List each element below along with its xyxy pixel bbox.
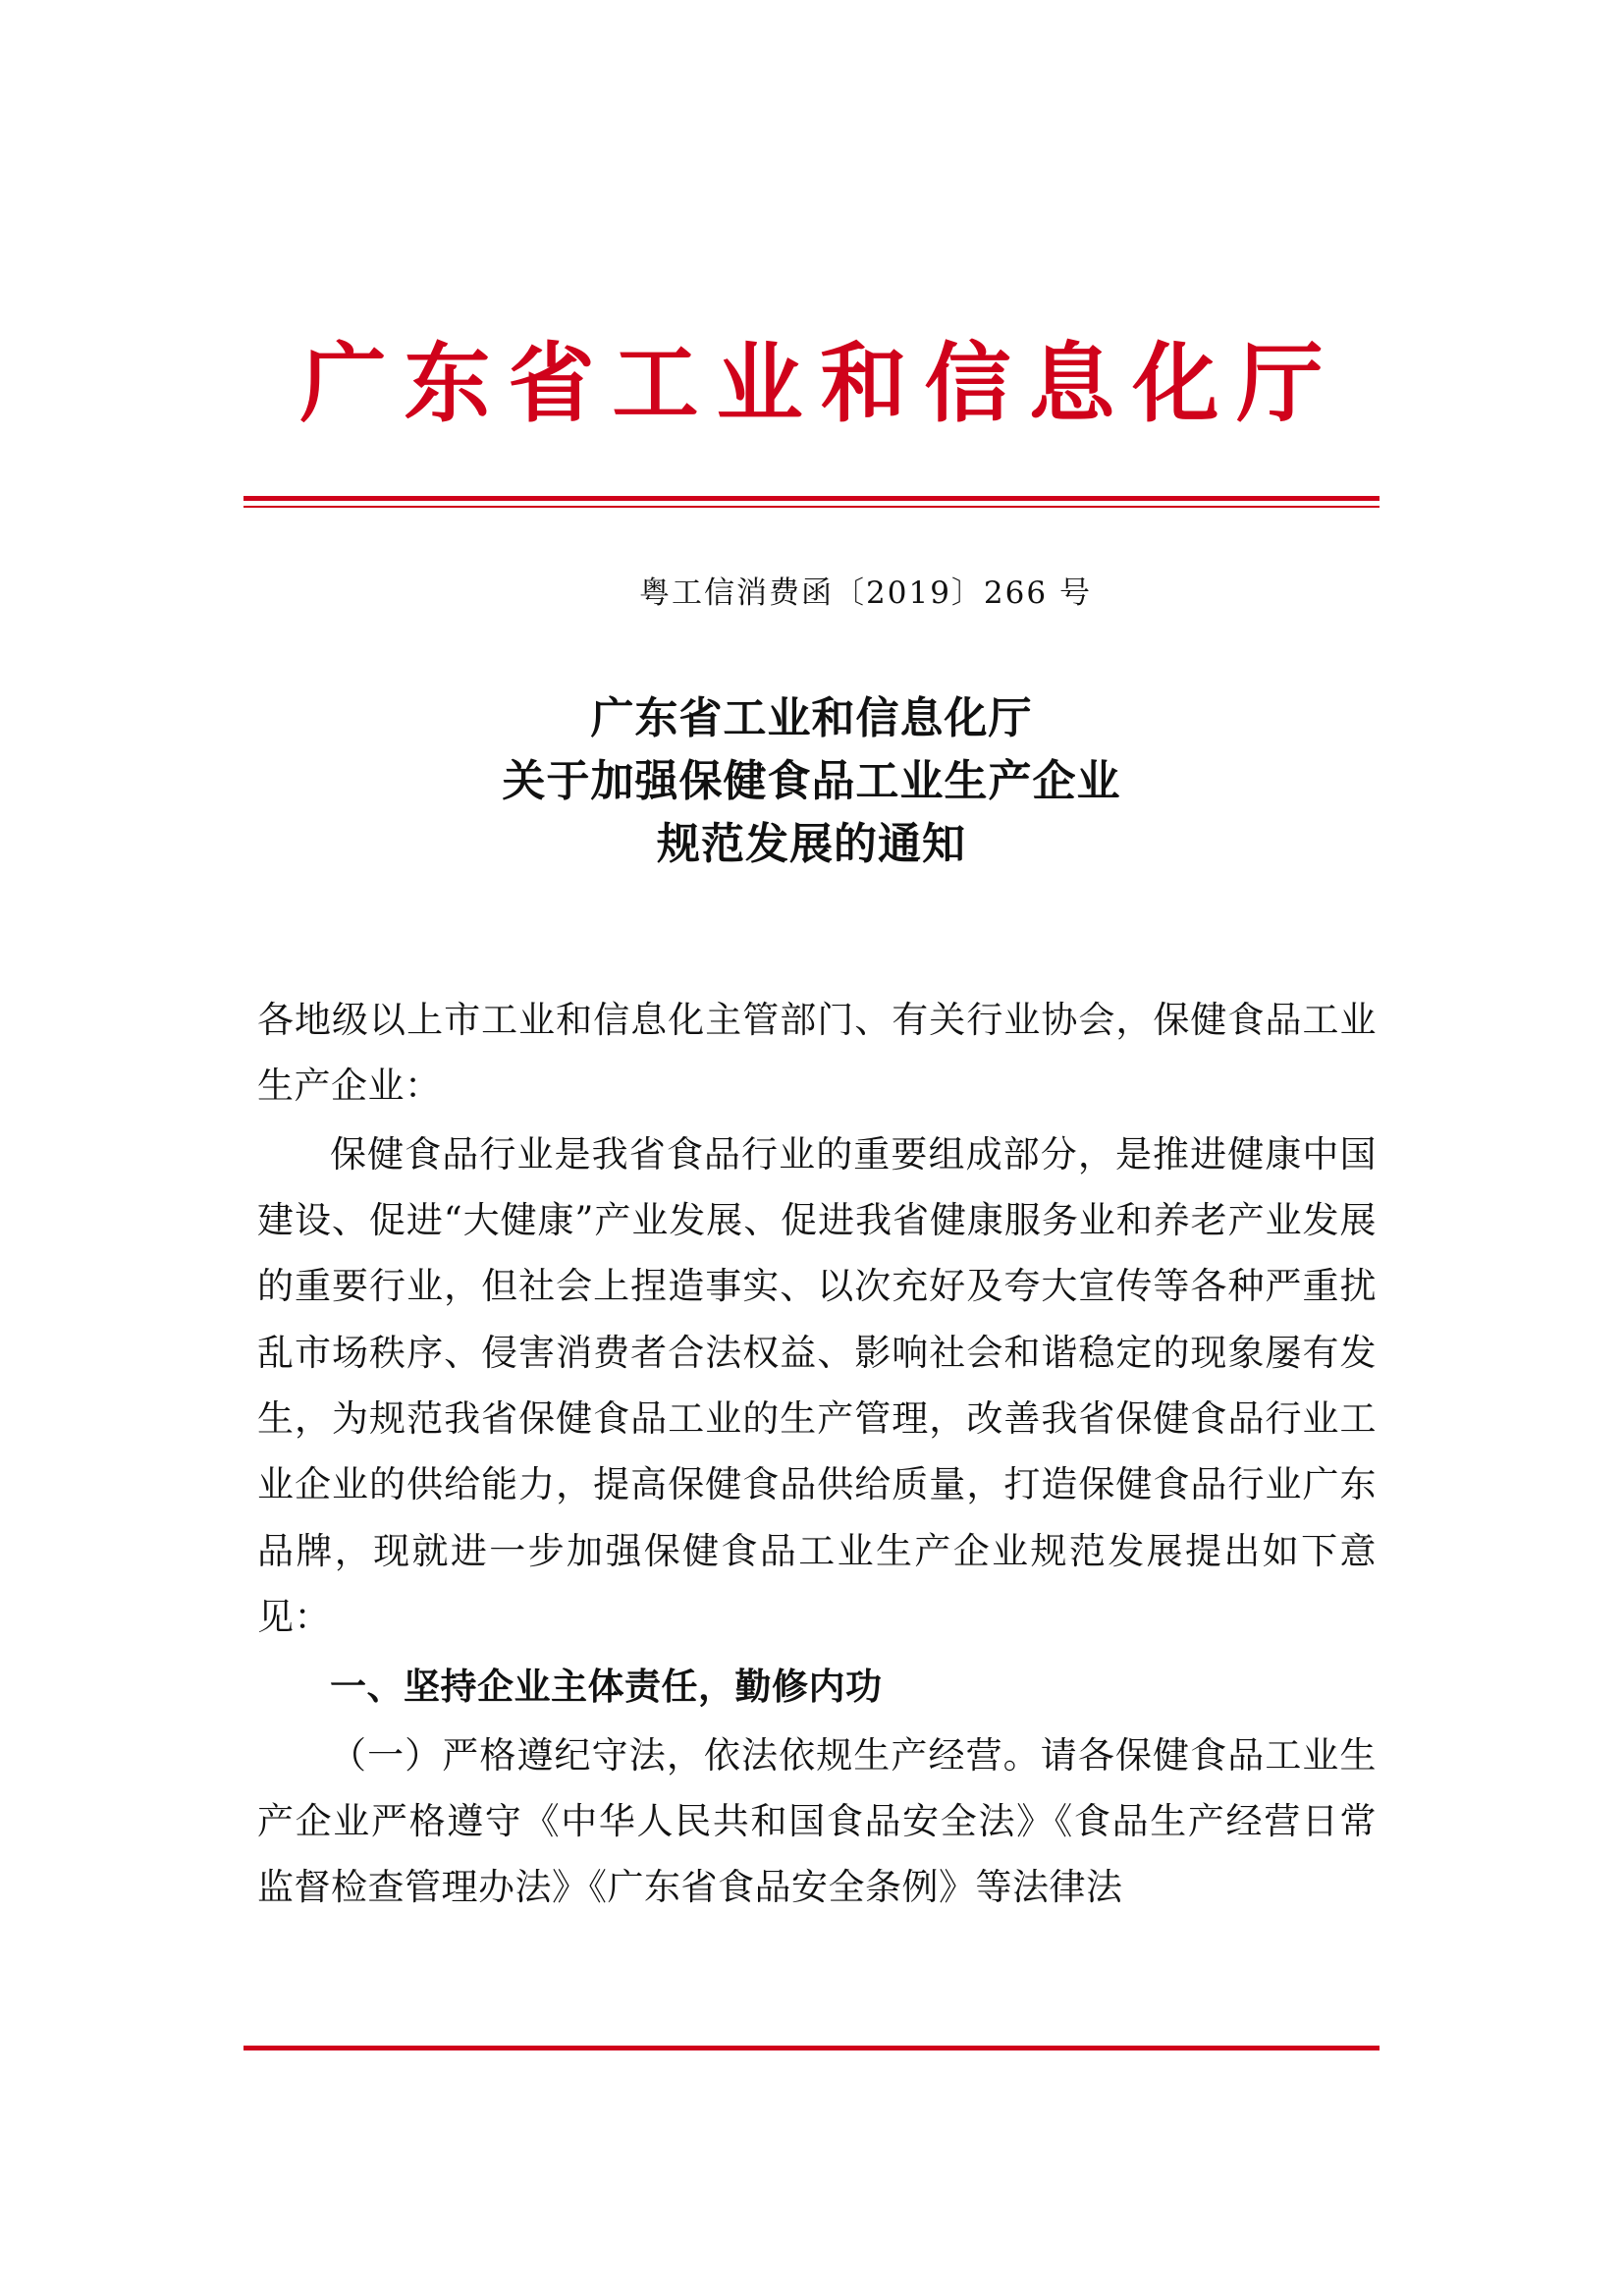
section-1-heading: 一、坚持企业主体责任，勤修内功 xyxy=(330,1665,883,1709)
header-divider-thick-line xyxy=(243,496,1380,501)
document-body xyxy=(257,987,1377,1923)
footer-divider-rule xyxy=(243,2046,1380,2050)
addressee-paragraph: 各地级以上市工业和信息化主管部门、有关行业协会，保健食品工业生产企业： xyxy=(257,999,1377,1108)
document-number: 粤工信消费函〔2019〕266 号 xyxy=(639,575,1092,611)
body-paragraph-1: 保健食品行业是我省食品行业的重要组成部分，是推进健康中国建设、促进“大健康”产业发展、促进我省健康服务业和养老产业发展的重要行业，但社会上捏造事实、以次充好及夸大宣传等各种严重扰乱市场秩序、侵害消费者合法权益、影响社会和谐稳定的现象屡有发生，为规范我省保健食品工业的生产管理，改善我省保健食品行业工业企业的供给能力，提高保健食品供给质量，打造保健食品行业广东品牌，现就进一步加强保健食品工业生产企业规范发展提出如下意见： xyxy=(257,1132,1377,1638)
header-divider-thin-line xyxy=(243,506,1380,508)
header-divider-rule xyxy=(243,496,1380,508)
document-title-line-1: 广东省工业和信息化厅 xyxy=(590,693,1033,743)
document-title-block xyxy=(0,687,1623,875)
document-title-line-2: 关于加强保健食品工业生产企业 xyxy=(502,755,1121,806)
letterhead xyxy=(0,334,1623,433)
section-1-item-1: （一）严格遵纪守法，依法依规生产经营。请各保健食品工业生产企业严格遵守《中华人民共和国食品安全法》《食品生产经营日常监督检查管理办法》《广东省食品安全条例》等法律法 xyxy=(257,1733,1377,1909)
issuer-header-title: 广东省工业和信息化厅 xyxy=(299,332,1341,434)
document-title-line-3: 规范发展的通知 xyxy=(657,818,966,869)
